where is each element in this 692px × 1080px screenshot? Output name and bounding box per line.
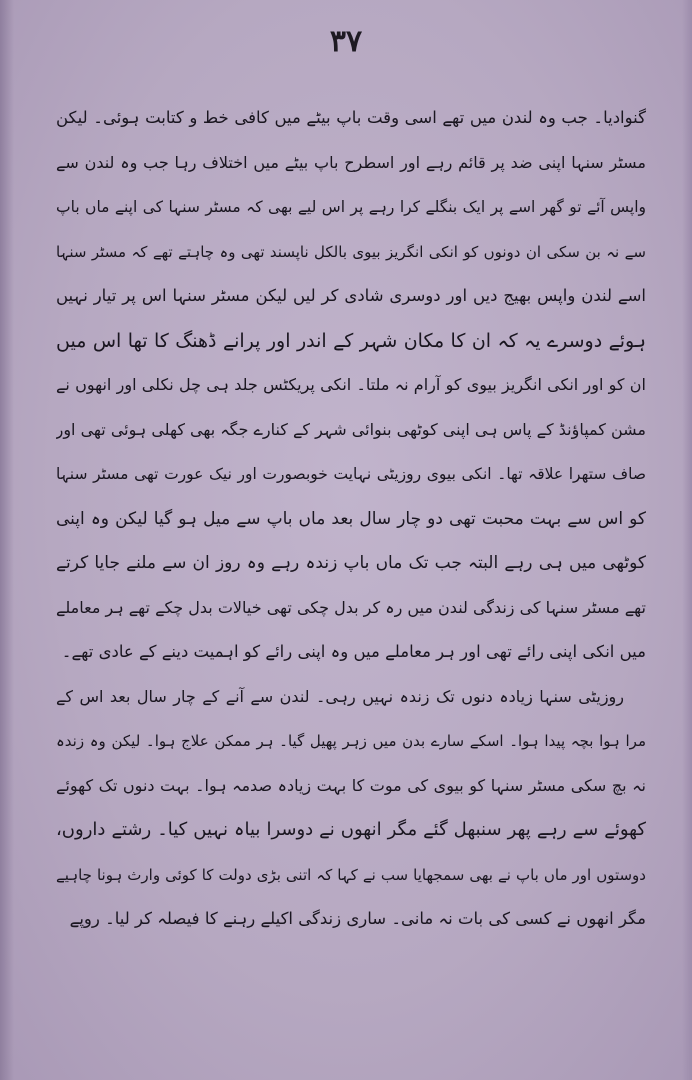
text-line: واپس آئے تو گھر اسے پر ایک بنگلے کرا رہے پر اس لیے بھی کہ مسٹر سنہا کی اپنے ماں باپ (56, 198, 646, 216)
text-line: مسٹر سنہا اپنی ضد پر قائم رہے اور اسطرح باپ بیٹے میں اختلاف رہا جب وہ لندن سے (56, 152, 646, 172)
page-number: ۳۷ (329, 24, 363, 59)
page-left-shadow (0, 0, 14, 1080)
text-line: مشن کمپاؤنڈ کے پاس ہی اپنی کوٹھی بنوائی شہر کے کنارے جگہ بھی کھلی ہوئی تھی اور (56, 419, 646, 439)
text-line: صاف ستھرا علاقہ تھا۔ انکی بیوی روزیٹی نہایت خوبصورت اور نیک عورت تھی مسٹر سنہا (56, 465, 646, 483)
text-line: گنوادیا۔ جب وہ لندن میں تھے اسی وقت باپ بیٹے میں کافی خط و کتابت ہوئی۔ لیکن (56, 108, 646, 127)
text-line: سے نہ بن سکی ان دونوں کو انکی انگریز بیوی بالکل ناپسند تھی وہ چاہتے تھے کہ مسٹر سنہا (56, 242, 646, 261)
text-line: کھوئے سے رہے پھر سنبھل گئے مگر انھوں نے دوسرا بیاہ نہیں کیا۔ رشتے داروں، (56, 819, 646, 840)
text-line: دوستوں اور ماں باپ نے بھی سمجھایا سب نے کہا کہ اتنی بڑی دولت کا کوئی وارث ہونا چاہیے (56, 865, 646, 884)
text-line: نہ بچ سکی مسٹر سنہا کو بیوی کی موت کا بہت زیادہ صدمہ ہوا۔ بہت دنوں تک کھوئے (56, 775, 646, 795)
page-right-shadow (682, 0, 692, 1080)
text-line: کو اس سے بہت محبت تھی دو چار سال بعد ماں باپ سے میل ہو گیا لیکن وہ اپنی (56, 508, 646, 529)
text-line: مگر انھوں نے کسی کی بات نہ مانی۔ ساری زندگی اکیلے رہنے کا فیصلہ کر لیا۔ روپے (69, 909, 646, 928)
text-line: اسے لندن واپس بھیج دیں اور دوسری شادی کر لیں لیکن مسٹر سنہا اس پر تیار نہیں (56, 286, 646, 305)
paragraph-start-line: روزیٹی سنہا زیادہ دنوں تک زندہ نہیں رہی۔ لندن سے آنے کے چار سال بعد اس کے (56, 686, 624, 706)
text-line: تھے مسٹر سنہا کی زندگی لندن میں رہ کر بدل چکی تھی خیالات بدل چکے تھے ہر معاملے (56, 597, 646, 617)
text-line: ہوئے دوسرے یہ کہ ان کا مکان شہر کے اندر اور پرانے ڈھنگ کا تھا اس میں (56, 329, 646, 352)
text-line: ان کو اور انکی انگریز بیوی کو آرام نہ ملتا۔ انکی پریکٹس جلد ہی چل نکلی اور انھوں نے (56, 375, 646, 394)
paragraph-end-line: میں انکی اپنی رائے تھی اور ہر معاملے میں وہ اپنی رائے کو اہمیت دینے کے عادی تھے۔ (61, 642, 646, 661)
text-line: کوٹھی میں ہی رہے البتہ جب تک ماں باپ زندہ رہے وہ روز ان سے ملنے جایا کرتے (56, 553, 646, 573)
urdu-text-body (56, 96, 646, 942)
text-line: مرا ہوا بچہ پیدا ہوا۔ اسکے سارے بدن میں زہر پھیل گیا۔ ہر ممکن علاج ہوا۔ لیکن وہ زندہ (56, 732, 646, 750)
